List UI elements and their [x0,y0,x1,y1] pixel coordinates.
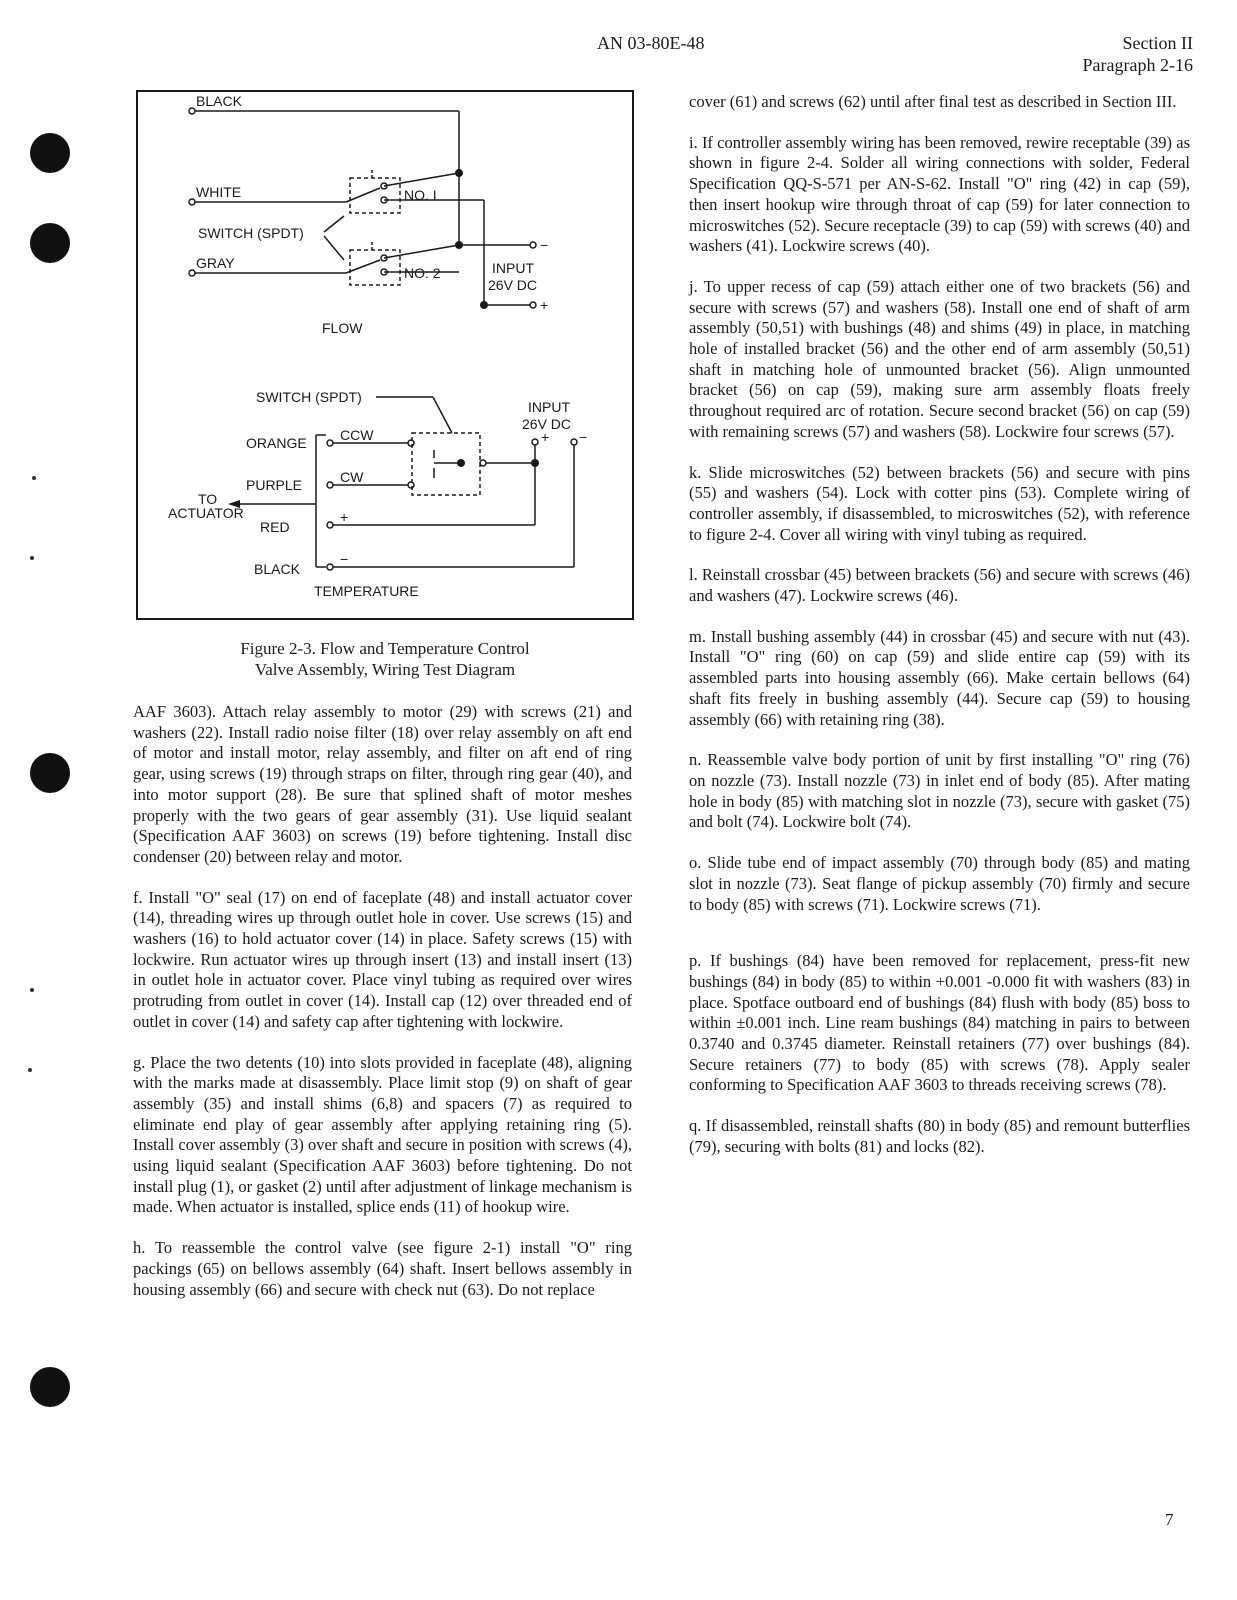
punch-hole [30,133,70,173]
punch-hole [30,753,70,793]
paragraph-f: f. Install "O" seal (17) on end of faceplate (48) and install actuator cover (14), threading wires up through outlet hole in cover. Use screws (15) and washers (16) to hold actuator cover (14) in place. Safety screws (15) with lockwire. Run actuator wires up through insert (13) and install insert (13) in outlet hole in actuator cover. Place vinyl tubing as required over wires protruding from outlet in cover (14). Install cap (12) over threaded end of outlet in cover (14) and safety cap after tightening with lockwire. [133,887,632,1031]
temperature-plus-terminal: + [541,429,550,445]
right-column [689,92,1190,1178]
temperature-input-voltage: 26V DC [522,416,572,432]
paragraph-j: j. To upper recess of cap (59) attach either one of two brackets (56) and secure with screws (57) and washers (58). Install one end of shaft of arm assembly (50,51) with bushings (48) and shims (49) in place, in matching hole of installed bracket (56) and the other end of arm assembly (50,51) shaft in matching hole of unmounted bracket (56). Align unmounted bracket (56) on cap (59), making sure arm assembly floats freely throughout required arc of rotation. Secure second bracket (56) on cap (59) with remaining screws (57) and washers (58). Lockwire four screws (57). [689,276,1190,441]
scan-speck [28,1068,32,1072]
paragraph-e-continued: AAF 3603). Attach relay assembly to motor (29) with screws (21) and washers (22). Install radio noise filter (18) over relay assembly on aft end of motor and install motor, relay assembly, and filter on aft end of ring gear, using screws (19) through straps on filter, through ring gear (40), and into motor support (28). Be sure that splined shaft of motor meshes properly with the two gears of gear assembly (31). Use liquid sealant (Specification AAF 3603) on screws (19) before tightening. Install disc condenser (20) between relay and motor. [133,702,632,866]
flow-diagram [189,93,548,336]
switch-no1-label: NO. I [404,187,437,203]
figure-border [137,91,633,619]
junction-dot [455,169,463,177]
paragraph-m: m. Install bushing assembly (44) in crossbar (45) and secure with nut (43). Install "O" ring (60) on cap (59) and slide entire cap (59) with its assembled parts into housing assembly (66). Make certain bellows (64) shaft fits freely in bushing assembly (44). Secure cap (59) to housing assembly (66) with retaining ring (38). [689,626,1190,729]
temperature-input-label: INPUT [528,399,570,415]
paragraph-l: l. Reinstall crossbar (45) between brackets (56) and secure with screws (46) and washers (47). Lockwire screws (46). [689,565,1190,606]
switch-label-flow: SWITCH (SPDT) [198,225,304,241]
paragraph-g: g. Place the two detents (10) into slots provided in faceplate (48), aligning with the marks made at disassembly. Place limit stop (9) on shaft of gear assembly (35) and install shims (6,8) and spacers (7) as required to eliminate end play of gear assembly after applying retaining ring (5). Install cover assembly (3) over shaft and secure in position with screws (4), using liquid sealant (Specification AAF 3603) before tightening. Do not install plug (1), or gasket (2) until after adjustment of linkage mechanism is made. When actuator is installed, splice ends (11) of hookup wire. [133,1052,633,1217]
temperature-minus-terminal: − [579,429,588,445]
left-column [133,702,632,1320]
scan-speck [32,476,36,480]
scan-speck [30,556,34,560]
caption-line-1: Figure 2-3. Flow and Temperature Control [240,639,530,658]
document-number: AN 03-80E-48 [597,33,705,53]
wiring-test-diagram [136,90,634,620]
to-label: TO [198,491,218,507]
flow-input-voltage: 26V DC [488,277,538,293]
switch-label-temperature: SWITCH (SPDT) [256,389,362,405]
junction-dot [457,459,465,467]
wire-label-red: RED [260,519,290,535]
paragraph-n: n. Reassemble valve body portion of unit by first installing "O" ring (76) on nozzle (73). Install nozzle (73) in inlet end of body (85). After mating hole in body (85) with matching slot in nozzle (73), secure with gasket (75) and bolt (74). Lockwire bolt (74). [689,750,1190,832]
flow-title: FLOW [322,320,363,336]
ccw-label: CCW [340,427,374,443]
junction-dot [531,459,539,467]
paragraph-h: h. To reassemble the control valve (see figure 2-1) install "O" ring packings (65) on bellows assembly (64) shaft. Insert bellows assembly in housing assembly (66) and secure with check nut (63). Do not replace [133,1238,632,1299]
actuator-label: ACTUATOR [168,505,244,521]
wire-label-orange: ORANGE [246,435,307,451]
paragraph-k: k. Slide microswitches (52) between brackets (56) and secure with pins (55) and washers (54). Lock with cotter pins (53). Complete wiring of controller assembly, if disassembled, to microswitches (52), with reference to figure 2-4. Cover all wiring with vinyl tubing as required. [689,462,1190,544]
caption-line-2: Valve Assembly, Wiring Test Diagram [254,660,516,679]
paragraph-h-continued: cover (61) and screws (62) until after final test as described in Section III. [689,92,1177,111]
junction-dot [480,301,488,309]
cw-label: CW [340,469,364,485]
paragraph-o: o. Slide tube end of impact assembly (70) through body (85) and mating slot in nozzle (73). Seat flange of pickup assembly (70) firmly and secure to body (85) with screws (71). Lockwire screws (71). [689,853,1190,914]
temperature-diagram [168,389,587,599]
paragraph-i: i. If controller assembly wiring has been removed, rewire receptable (39) as shown in figure 2-4. Solder all wiring connections with solder, Federal Specification QQ-S-571 per AN-S-62. Install "O" ring (42) in cap (59), then insert hookup wire through throat of cap (59) for later connection to microswitches (52). Secure receptacle (39) to cap (59) with screws (40) and washers (41). Lockwire screws (40). [689,132,1190,256]
wire-label-black: BLACK [196,93,242,109]
flow-input-label: INPUT [492,260,534,276]
switch-no2-label: NO. 2 [404,265,441,281]
page-number: 7 [1165,1510,1174,1529]
paragraph-label: Paragraph 2-16 [1082,55,1193,75]
paragraph-p: p. If bushings (84) have been removed for replacement, press-fit new bushings (84) in body (85) to within +0.001 -0.000 fit with washers (83) in place. Spotface outboard end of bushings (84) flush with body (85) boss to within ±0.001 inch. Line ream bushings (84) matching in pairs to between 0.3740 and 0.3745 diameter. Reinstall retainers (77) over bushings (84). Secure retainers (77) to body (85) with screws (78). Apply sealer conforming to Specification AAF 3603 to threads receiving screws (78). [689,951,1190,1095]
wire-label-gray: GRAY [196,255,235,271]
temperature-title: TEMPERATURE [314,583,419,599]
paragraph-q: q. If disassembled, reinstall shafts (80) in body (85) and remount butterflies (79), securing with bolts (81) and locks (82). [689,1116,1190,1156]
punch-hole [30,1367,70,1407]
junction-dot [455,241,463,249]
red-plus-marker: + [340,509,349,525]
flow-minus-terminal: − [540,237,549,253]
section-label: Section II [1122,33,1193,53]
wire-label-white: WHITE [196,184,242,200]
wire-label-purple: PURPLE [246,477,303,493]
flow-plus-terminal: + [540,297,549,313]
punch-hole [30,223,70,263]
wire-label-black-temperature: BLACK [254,561,300,577]
figure-caption [136,638,634,680]
scan-speck [30,988,34,992]
black-minus-marker: − [340,551,349,567]
